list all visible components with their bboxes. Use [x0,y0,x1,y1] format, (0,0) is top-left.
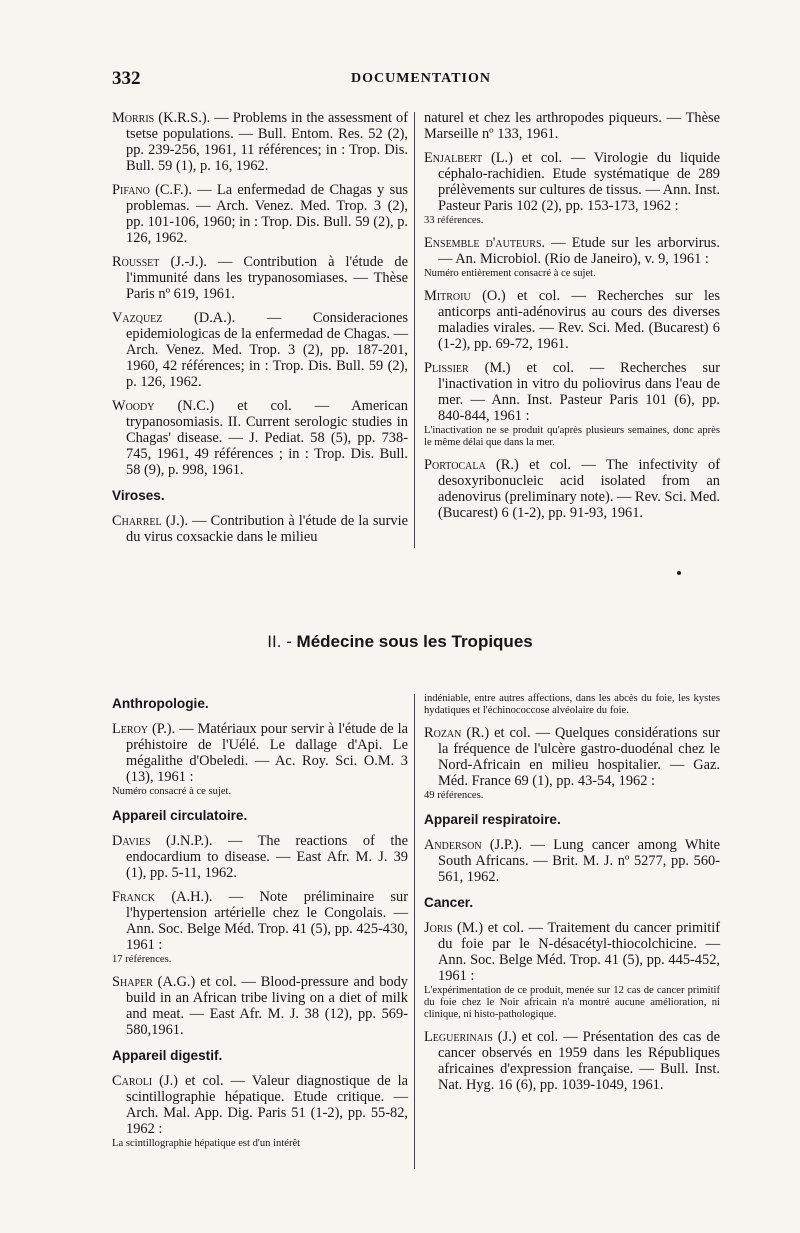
bibliography-entry [424,110,720,142]
entry-author: Portocala (R.) [424,457,519,473]
bibliography-entry [112,398,408,478]
entry-author: Mitroiu (O.) [424,288,506,304]
entry-author: Morris (K.R.S.). [112,110,211,126]
bibliography-entry [424,457,720,521]
section-rubric: Appareil circulatoire. [112,808,248,823]
entry-author: Shaper (A.G.) [112,974,196,990]
page-header [112,68,730,92]
entry-author: Enjalbert (L.) [424,150,513,166]
section-rubric: Appareil digestif. [112,1048,223,1063]
entry-text: et col. — Présentation des cas de cancer observés en 1959 dans les Républiques africaines d'expression française. — Bull. Inst. Nat. Hyg. 16 (6), pp. 1039-1049, 1961. [438,1029,720,1093]
running-title: DOCUMENTATION [350,71,492,86]
bibliography-entry [424,837,720,885]
bibliography-entry [424,150,720,227]
entry-author: Vazquez (D.A.). [112,310,236,326]
entry-author: Caroli (J.) [112,1073,178,1089]
bottom-right-entries [424,693,720,1093]
entry-text: et col. — Valeur diagnostique de la scintillographie hépatique. Etude critique. — Arch. Mal. App. Dig. Paris 51 (1-2), pp. 55-82, 1962 : [126,1073,409,1137]
section-title: Médecine sous les Tropiques [296,632,533,651]
entry-note: Numéro consacré à ce sujet. [112,786,232,797]
entry-text: et col. — Quelques considérations sur la fréquence de l'ulcère gastro-duodénal chez le Nord-Africain en milieu hospitalier. — Gaz. Méd. France 69 (1), pp. 43-54, 1962 : [438,725,721,789]
bibliography-entry [112,833,408,881]
entry-note: indéniable, entre autres affections, dans les abcès du foie, les kystes hydatiques et l'échinococcose alvéolaire du foie. [424,693,720,716]
section-heading [0,632,800,652]
bibliography-entry [112,721,408,798]
entry-author: Rousset (J.-J.). [112,254,207,270]
section-number: II. - [267,632,292,651]
entry-text: — Etude sur les arborvirus. — An. Microbiol. (Rio de Janeiro), v. 9, 1961 : [438,235,720,267]
entry-text: — Problems in the assessment of tsetse populations. — Bull. Entom. Res. 52 (2), pp. 239-256, 1961, 11 références; in : Trop. Dis. Bull. 59 (1), p. 16, 1962. [126,110,408,174]
entry-note: La scintillographie hépatique est d'un intérêt [112,1138,301,1149]
entry-text: — La enfermedad de Chagas y sus problemas. — Arch. Venez. Med. Trop. 3 (2), pp. 101-106, 1960; in : Trop. Dis. Bull. 59 (2), p. 126, 1962. [126,182,408,246]
bibliography-entry [112,513,408,545]
entry-text: — Contribution à l'étude de la survie du virus coxsackie dans le milieu [126,513,408,545]
section-rubric: Cancer. [424,895,474,910]
page-number: 332 [112,68,141,89]
entry-note: L'expérimentation de ce produit, menée sur 12 cas de cancer primitif du foie chez le Noir africain n'a montré aucune amélioration, ni clinique, ni histo-pathologique. [424,985,720,1020]
entry-note: Numéro entièrement consacré à ce sujet. [424,268,596,279]
entry-text: — The reactions of the endocardium to disease. — East Afr. M. J. 39 (1), pp. 5-11, 1962. [126,833,408,881]
entry-author: Davies (J.N.P.). [112,833,213,849]
bibliography-entry [424,235,720,280]
entry-text: — Matériaux pour servir à l'étude de la préhistoire de l'Uélé. Le dallage d'Api. Le mégalithe d'Obeledi. — Ac. Roy. Sci. O.M. 3 (13), 1961 : [126,721,409,785]
entry-author: Franck (A.H.). [112,889,213,905]
top-right-entries [424,110,720,521]
top-left-entries [112,110,408,478]
entry-author: Leguerinais (J.) [424,1029,517,1045]
entry-text: — Lung cancer among White South Africans. — Brit. M. J. nº 5277, pp. 560-561, 1962. [438,837,720,885]
entry-text: naturel et chez les arthropodes piqueurs. — Thèse Marseille nº 133, 1961. [424,110,720,142]
print-speck [677,571,681,575]
bibliography-entry [424,920,720,1021]
top-right-column [424,110,720,529]
entry-author: Leroy (P.). [112,721,176,737]
entry-text: — Consideraciones epidemiologicas de la enfermedad de Chagas. — Arch. Venez. Med. Trop. 3 (2), pp. 187-201, 1960, 42 références; in : Trop. Dis. Bull. 59 (2), p. 126, 1962. [126,310,408,390]
rubric-viroses: Viroses. [112,488,165,503]
bottom-left-entries [112,696,408,1150]
entry-note: 33 références. [424,215,484,226]
column-divider [414,694,415,1169]
entry-text: — Note préliminaire sur l'hypertension artérielle chez le Congolais. — Ann. Soc. Belge Méd. Trop. 41 (5), pp. 425-430, 1961 : [126,889,408,953]
bibliography-entry [112,889,408,966]
section-rubric: Appareil respiratoire. [424,812,561,827]
bibliography-entry [424,288,720,352]
entry-text: — Contribution à l'étude de l'immunité dans les trypanosomiases. — Thèse Paris nº 619, 1961. [126,254,408,302]
entry-note: L'inactivation ne se produit qu'après plusieurs semaines, donc après le même délai que dans la mer. [424,425,720,448]
bibliography-entry [424,725,720,802]
bibliography-entry [424,1029,720,1093]
entry-note: 17 références. [112,954,172,965]
entry-author: Joris (M.) [424,920,484,936]
bibliography-entry [112,254,408,302]
entry-author: Charrel (J.). [112,513,189,529]
top-left-after-entries [112,513,408,545]
bibliography-entry [112,310,408,390]
entry-text: et col. — Virologie du liquide céphalo-rachidien. Etude systématique de 289 prélèvements sur cultures de tissus. — Ann. Inst. Pasteur Paris 102 (2), pp. 153-173, 1962 : [438,150,720,214]
entry-text: et col. — The infectivity of desoxyribonucleic acid isolated from an adenovirus (preliminary note). — Rev. Sci. Med. (Bucarest) 6 (1-2), pp. 91-93, 1961. [438,457,721,521]
bibliography-entry [112,182,408,246]
bibliography-entry [424,360,720,449]
entry-author: Rozan (R.) [424,725,490,741]
entry-text: et col. — Blood-pressure and body build in an African tribe living on a diet of milk and meat. — East Afr. M. J. 38 (12), pp. 569-580,1961. [126,974,409,1038]
entry-author: Plissier (M.) [424,360,511,376]
entry-author: Pifano (C.F.). [112,182,192,198]
bibliography-entry [112,110,408,174]
entry-author: Woody (N.C.) [112,398,215,414]
entry-text: et col. — American trypanosomiasis. II. Current serologic studies in Chagas' disease. — J. Pediat. 58 (5), pp. 738-745, 1961, 49 références ; in : Trop. Dis. Bull. 58 (9), p. 998, 1961. [126,398,408,478]
entry-author: Ensemble d'auteurs. [424,235,546,251]
bottom-right-column [424,693,720,1101]
column-divider [414,112,415,548]
top-left-column [112,110,408,553]
bottom-left-column [112,693,408,1158]
entry-note: 49 références. [424,790,484,801]
entry-text: et col. — Recherches sur l'inactivation in vitro du poliovirus dans l'eau de mer. — Ann. Inst. Pasteur Paris 101 (6), pp. 840-844, 1961 : [438,360,721,424]
bibliography-entry [112,974,408,1038]
entry-text: et col. — Traitement du cancer primitif du foie par le N-désacétyl-thiocolchicine. — Ann. Soc. Belge Méd. Trop. 41 (5), pp. 445-452, 1961 : [438,920,720,984]
entry-author: Anderson (J.P.). [424,837,523,853]
entry-text: et col. — Recherches sur les anticorps anti-adénovirus au cours des diverses maladies virales. — Rev. Sci. Med. (Bucarest) 6 (1-2), pp. 69-72, 1961. [438,288,720,352]
section-rubric: Anthropologie. [112,696,209,711]
bibliography-entry [112,1073,408,1150]
